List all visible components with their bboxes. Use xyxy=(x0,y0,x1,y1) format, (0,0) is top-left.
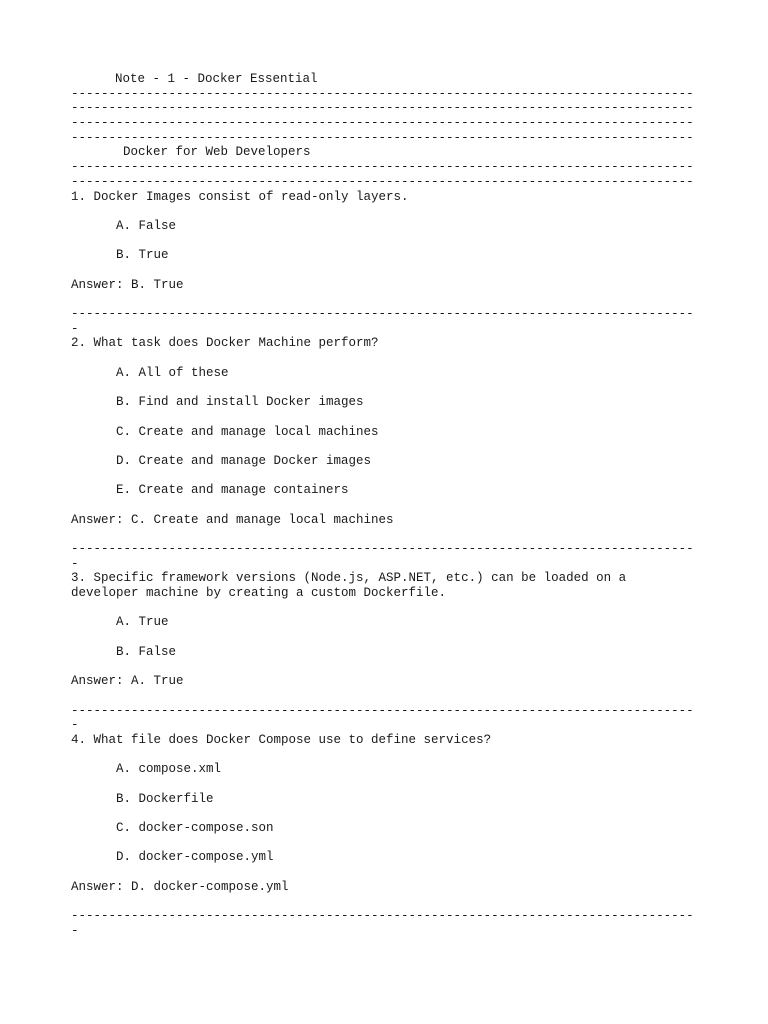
answer-option: A. False xyxy=(116,218,177,233)
separator-tail: - xyxy=(71,923,79,938)
answer-option: C. Create and manage local machines xyxy=(116,424,379,439)
separator-line: ----------------------------------------------------------------------------------- xyxy=(71,703,694,718)
separator-line: ----------------------------------------------------------------------------------- xyxy=(71,101,694,116)
answer-line: Answer: A. True xyxy=(71,674,184,689)
answer-option: B. Dockerfile xyxy=(116,791,214,806)
answer-option: A. All of these xyxy=(116,365,229,380)
answer-line: Answer: B. True xyxy=(71,277,184,292)
separator-tail: - xyxy=(71,718,79,733)
answer-option: D. Create and manage Docker images xyxy=(116,453,372,468)
separator-line: ----------------------------------------------------------------------------------- xyxy=(71,909,694,924)
question-text: 4. What file does Docker Compose use to define services? xyxy=(71,732,492,747)
document-subtitle: Docker for Web Developers xyxy=(123,145,311,160)
question-text-continued: developer machine by creating a custom Dockerfile. xyxy=(71,586,447,601)
answer-option: B. False xyxy=(116,644,177,659)
separator-line: ----------------------------------------------------------------------------------- xyxy=(71,174,694,189)
separator-line: ----------------------------------------------------------------------------------- xyxy=(71,542,694,556)
answer-option: C. docker-compose.son xyxy=(116,821,274,836)
answer-option: B. Find and install Docker images xyxy=(116,395,364,410)
answer-line: Answer: D. docker-compose.yml xyxy=(71,879,289,894)
answer-option: B. True xyxy=(116,248,169,263)
answer-option: A. compose.xml xyxy=(116,762,222,777)
separator-line: ----------------------------------------------------------------------------------- xyxy=(71,86,694,101)
answer-option: E. Create and manage containers xyxy=(116,483,349,498)
question-text: 3. Specific framework versions (Node.js, ASP.NET, etc.) can be loaded on a xyxy=(71,571,627,586)
answer-line: Answer: C. Create and manage local machines xyxy=(71,512,394,527)
separator-line: ----------------------------------------------------------------------------------- xyxy=(71,116,694,131)
separator-tail: - xyxy=(71,556,79,571)
question-text: 2. What task does Docker Machine perform? xyxy=(71,336,379,351)
question-text: 1. Docker Images consist of read-only layers. xyxy=(71,189,409,204)
answer-option: A. True xyxy=(116,615,169,630)
answer-option: D. docker-compose.yml xyxy=(116,850,274,865)
separator-line: ----------------------------------------------------------------------------------- xyxy=(71,160,694,175)
separator-line: ----------------------------------------------------------------------------------- xyxy=(71,307,694,321)
separator-tail: - xyxy=(71,321,79,336)
document-page xyxy=(71,72,711,939)
separator-line: ----------------------------------------------------------------------------------- xyxy=(71,130,694,145)
document-title: Note - 1 - Docker Essential xyxy=(115,72,318,86)
